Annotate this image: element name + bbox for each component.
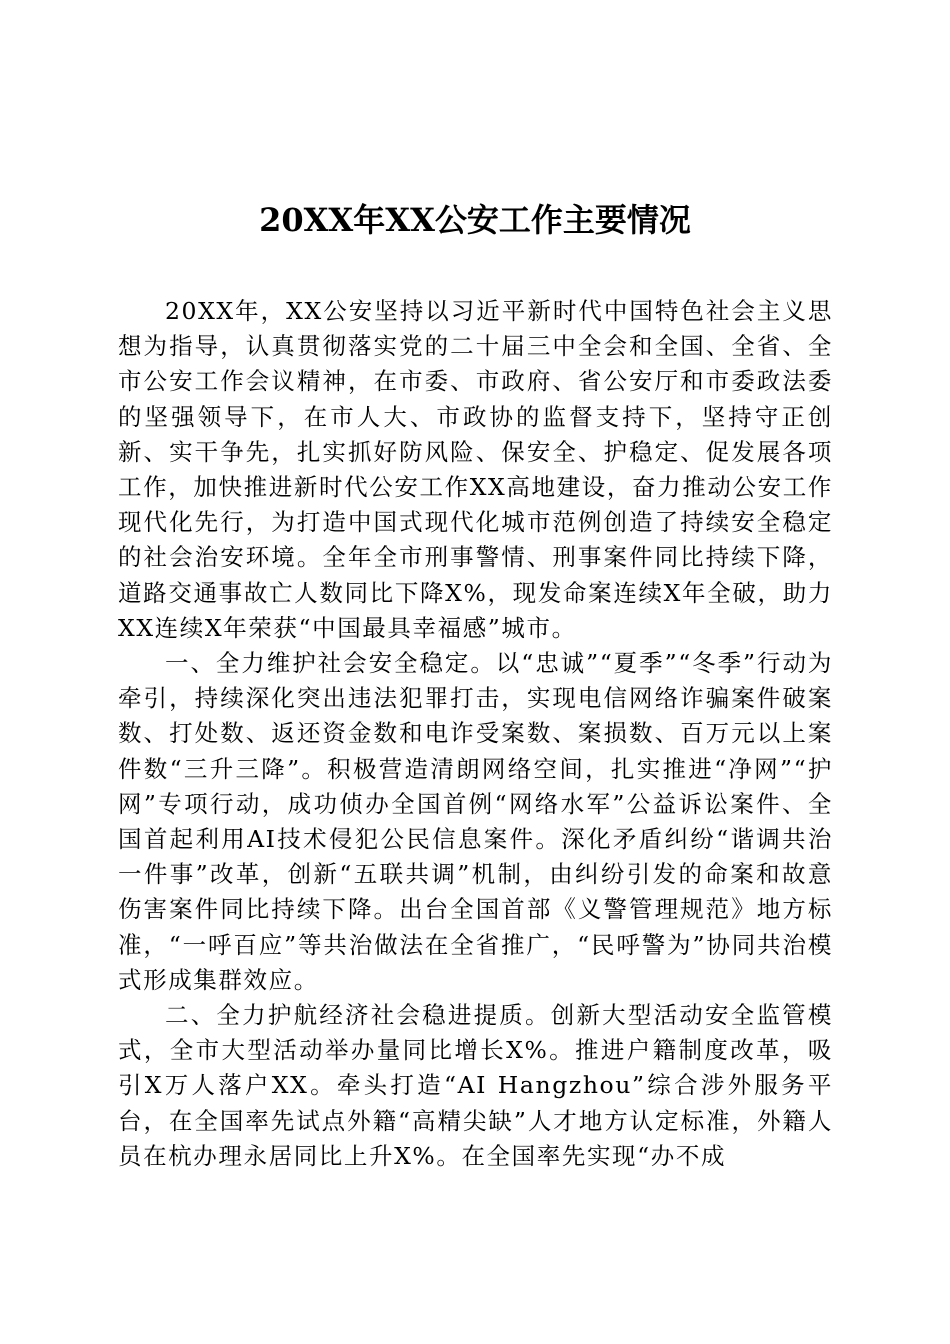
paragraph-intro: 20XX年，XX公安坚持以习近平新时代中国特色社会主义思想为指导，认真贯彻落实党的二十届三中全会和全国、全省、全市公安工作会议精神，在市委、市政府、省公安厅和市委政法委的坚强领导下，在市人大、市政协的监督支持下，坚持守正创新、实干争先，扎实抓好防风险、保安全、护稳定、促发展各项工作，加快推进新时代公安工作XX高地建设，奋力推动公安工作现代化先行，为打造中国式现代化城市范例创造了持续安全稳定的社会治安环境。全年全市刑事警情、刑事案件同比持续下降，道路交通事故亡人数同比下降X%，现发命案连续X年全破，助力XX连续X年荣获“中国最具幸福感”城市。 [118,297,833,642]
document-body [118,294,833,1174]
paragraph-section-1: 一、全力维护社会安全稳定。以“忠诚”“夏季”“冬季”行动为牵引，持续深化突出违法犯罪打击，实现电信网络诈骗案件破案数、打处数、返还资金数和电诈受案数、案损数、百万元以上案件数“三升三降”。积极营造清朗网络空间，扎实推进“净网”“护网”专项行动，成功侦办全国首例“网络水军”公益诉讼案件、全国首起利用AI技术侵犯公民信息案件。深化矛盾纠纷“谐调共治一件事”改革，创新“五联共调”机制，由纠纷引发的命案和故意伤害案件同比持续下降。出台全国首部《义警管理规范》地方标准，“一呼百应”等共治做法在全省推广，“民呼警为”协同共治模式形成集群效应。 [118,649,833,994]
paragraph-section-2: 二、全力护航经济社会稳进提质。创新大型活动安全监管模式，全市大型活动举办量同比增长X%。推进户籍制度改革，吸引X万人落户XX。牵头打造“AI Hangzhou”综合涉外服务平台，在全国率先试点外籍“高精尖缺”人才地方认定标准，外籍人员在杭办理永居同比上升X%。在全国率先实现“办不成 [118,1001,833,1170]
document-title: 20XX年XX公安工作主要情况 [259,201,691,239]
